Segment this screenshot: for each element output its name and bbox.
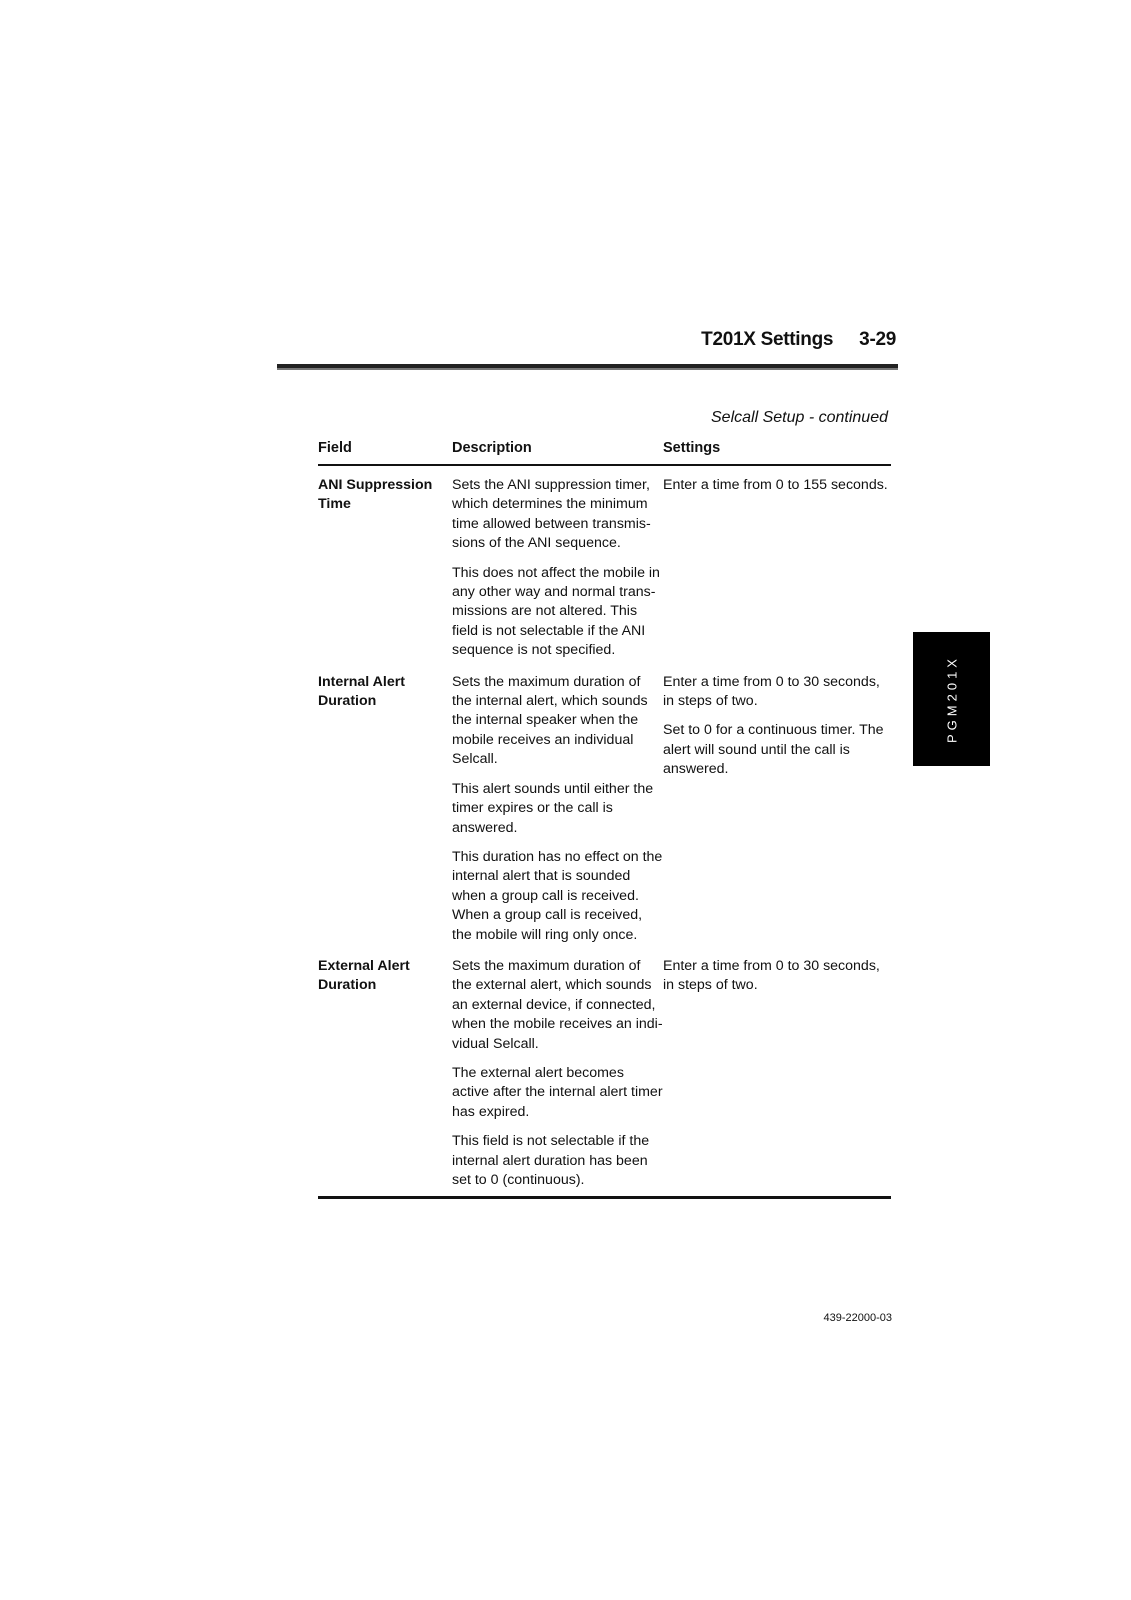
description-paragraph: The external alert becomes active after the internal alert timer has expired.: [452, 1064, 663, 1120]
header-title: T201X Settings: [701, 329, 834, 350]
description-paragraph: Sets the maximum duration of the internal alert, which sounds the internal speaker when the mobile receives an individual Selcall.: [452, 673, 648, 768]
settings-table: [318, 440, 891, 1199]
column-header-field: Field: [318, 440, 452, 465]
table-row: [318, 465, 891, 663]
section-label: Selcall Setup - continued: [711, 409, 888, 426]
description-paragraph: This alert sounds until either the timer expires or the call is answered.: [452, 780, 654, 836]
header-rule: [277, 364, 898, 370]
description-paragraph: This duration has no effect on the internal alert that is sounded when a group call is received. When a group call is received, the mobile will ring only once.: [452, 848, 663, 943]
field-settings: [663, 663, 891, 947]
column-header-description: Description: [452, 440, 663, 465]
description-paragraph: Sets the ANI suppression timer, which determines the minimum time allowed between transmis-sions of the ANI sequence.: [452, 477, 651, 552]
running-header: [278, 329, 896, 351]
table-row: [318, 663, 891, 947]
settings-paragraph: Set to 0 for a continuous timer. The alert will sound until the call is answered.: [663, 722, 884, 778]
settings-paragraph: Enter a time from 0 to 155 seconds.: [663, 477, 888, 493]
field-name: ANI Suppression Time: [318, 477, 433, 513]
chapter-side-tab: [913, 632, 990, 766]
field-description: [452, 947, 663, 1198]
side-tab-label: PGM201X: [944, 655, 959, 743]
column-header-settings: Settings: [663, 440, 891, 465]
page-number: 3-29: [859, 329, 896, 350]
description-paragraph: Sets the maximum duration of the external alert, which sounds an external device, if connected, when the mobile receives an indi-vidual Selcall.: [452, 957, 663, 1052]
description-paragraph: This field is not selectable if the internal alert duration has been set to 0 (continuous).: [452, 1133, 650, 1188]
settings-paragraph: Enter a time from 0 to 30 seconds, in steps of two.: [663, 957, 880, 994]
field-description: [452, 663, 663, 947]
document-number: 439-22000-03: [823, 1312, 892, 1324]
field-name: Internal Alert Duration: [318, 673, 405, 710]
field-name: External Alert Duration: [318, 947, 452, 1198]
field-description: [452, 465, 663, 663]
table-header-row: [318, 440, 891, 465]
field-settings: [663, 947, 891, 1198]
settings-paragraph: Enter a time from 0 to 30 seconds, in steps of two.: [663, 673, 880, 710]
field-settings: [663, 465, 891, 663]
description-paragraph: This does not affect the mobile in any other way and normal trans-missions are not altered. This field is not selectable if the ANI sequence is not specified.: [452, 564, 660, 659]
table-row: [318, 947, 891, 1198]
